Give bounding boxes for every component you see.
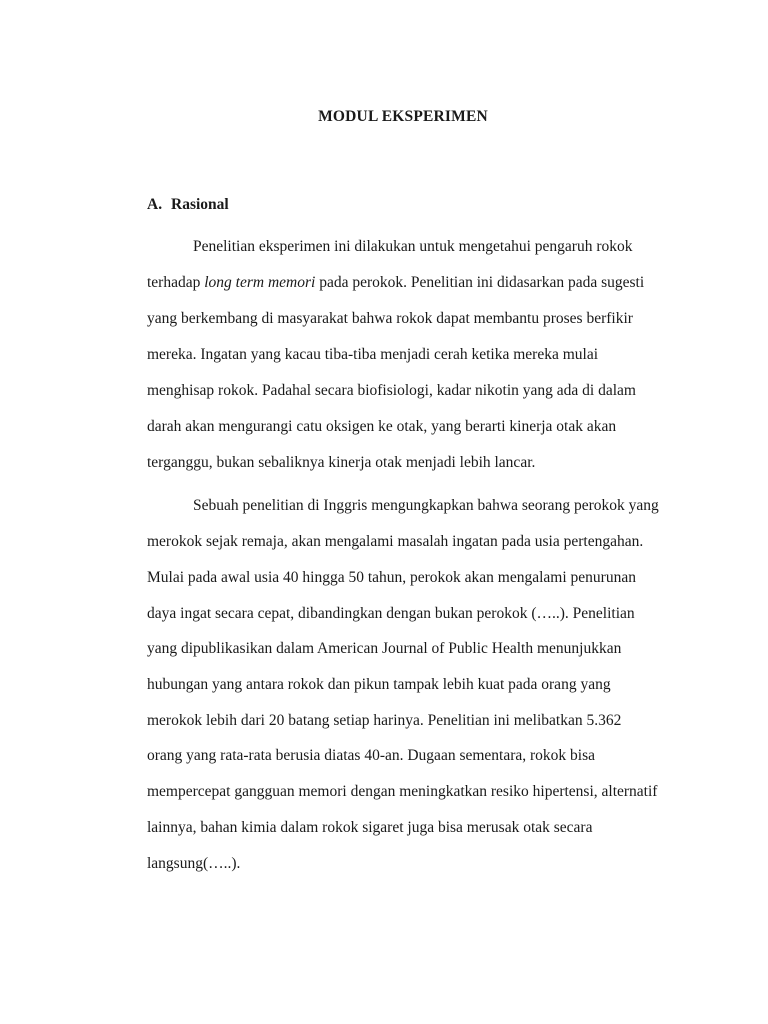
section-letter: A. [147, 196, 163, 213]
paragraph-2-line-9: mempercepat gangguan memori dengan meningkatkan resiko hipertensi, alternatif [147, 783, 658, 800]
paragraph-1-line-2-end: pada perokok. Penelitian ini didasarkan pada sugesti [315, 274, 645, 291]
paragraph-1-line-6: darah akan mengurangi catu oksigen ke otak, yang berarti kinerja otak akan [147, 418, 617, 435]
italic-term: long term memori [204, 274, 316, 291]
paragraph-2-line-3: Mulai pada awal usia 40 hingga 50 tahun, perokok akan mengalami penurunan [147, 569, 636, 586]
section-heading [147, 196, 229, 214]
paragraph-2-line-1: Sebuah penelitian di Inggris mengungkapkan bahwa seorang perokok yang [193, 497, 659, 514]
paragraph-2-line-8: orang yang rata-rata berusia diatas 40-an. Dugaan sementara, rokok bisa [147, 747, 596, 764]
section-heading-text: Rasional [171, 196, 229, 213]
paragraph-2-line-11: langsung(…..). [147, 855, 241, 872]
paragraph-1-line-5: menghisap rokok. Padahal secara biofisiologi, kadar nikotin yang ada di dalam [147, 382, 636, 399]
paragraph-2-line-7: merokok lebih dari 20 batang setiap harinya. Penelitian ini melibatkan 5.362 [147, 712, 622, 729]
paragraph-2-line-5: yang dipublikasikan dalam American Journal of Public Health menunjukkan [147, 640, 622, 657]
paragraph-2-line-6: hubungan yang antara rokok dan pikun tampak lebih kuat pada orang yang [147, 676, 611, 693]
paragraph-1-line-2-start: terhadap [147, 274, 205, 291]
paragraph-1-line-4: mereka. Ingatan yang kacau tiba-tiba menjadi cerah ketika mereka mulai [147, 346, 599, 363]
paragraph-2-line-10: lainnya, bahan kimia dalam rokok sigaret juga bisa merusak otak secara [147, 819, 593, 836]
paragraph-1-line-1: Penelitian eksperimen ini dilakukan untuk mengetahui pengaruh rokok [193, 238, 633, 255]
paragraph-2-line-2: merokok sejak remaja, akan mengalami masalah ingatan pada usia pertengahan. [147, 533, 644, 550]
paragraph-2-line-4: daya ingat secara cepat, dibandingkan dengan bukan perokok (…..). Penelitian [147, 605, 635, 622]
document-title: MODUL EKSPERIMEN [318, 108, 488, 125]
paragraph-1-line-7: terganggu, bukan sebaliknya kinerja otak menjadi lebih lancar. [147, 454, 536, 471]
paragraph-1-line-2 [147, 274, 644, 292]
paragraph-1-line-3: yang berkembang di masyarakat bahwa rokok dapat membantu proses berfikir [147, 310, 633, 327]
